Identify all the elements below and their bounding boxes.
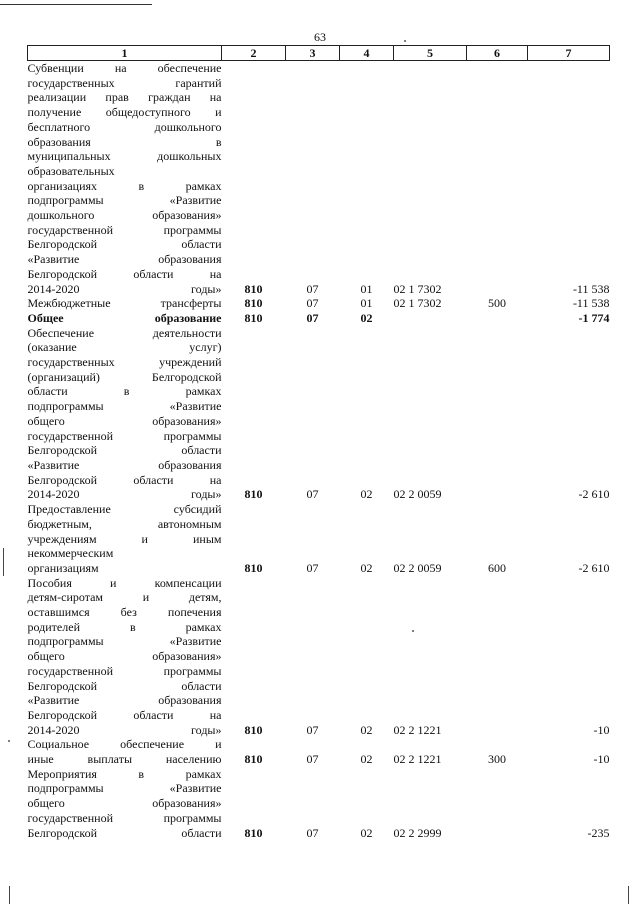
- description-line: государственной программы: [27, 428, 222, 443]
- description-line: общего образования»: [27, 649, 222, 664]
- description-line: Социальное обеспечение и: [27, 737, 222, 752]
- description-line: Белгородской области на: [27, 266, 222, 281]
- description-line: 2014-2020 годы»: [27, 487, 222, 502]
- col-header: 4: [340, 46, 394, 61]
- description-line: Белгородской области: [27, 825, 222, 840]
- amount: -11 538: [572, 281, 610, 296]
- amount: -2 610: [578, 487, 610, 502]
- description-line: государственной программы: [27, 663, 222, 678]
- section-code: 07: [306, 296, 319, 311]
- description-line: (оказание услуг): [27, 340, 222, 355]
- description-line: Обеспечение деятельности: [27, 325, 222, 340]
- description-line: некоммерческим: [27, 546, 114, 561]
- table-row: [28, 576, 610, 738]
- description-line: 2014-2020 годы»: [27, 281, 222, 296]
- description-line: Общее образование: [27, 310, 222, 325]
- target-item-code: [394, 311, 467, 326]
- description-line: государственной программы: [27, 810, 222, 825]
- top-rule: [0, 4, 152, 5]
- table-row: [28, 296, 610, 311]
- page-number: 63: [314, 30, 326, 44]
- expense-type-code: 300: [488, 752, 506, 767]
- section-code: 07: [306, 825, 319, 840]
- description-line: Предоставление субсидий: [27, 502, 222, 517]
- table-row: [28, 767, 610, 841]
- description-line: Белгородской области: [27, 443, 222, 458]
- admin-code: 810: [244, 487, 263, 502]
- description-line: Белгородской области: [27, 678, 222, 693]
- table-row: [28, 61, 610, 297]
- description-line: бесплатного дошкольного: [27, 119, 222, 134]
- row-description: [28, 61, 222, 297]
- description-line: (организаций) Белгородской: [27, 369, 222, 384]
- description-line: государственной программы: [27, 222, 222, 237]
- scan-edge-mark: [628, 886, 629, 904]
- description-line: реализации прав граждан на: [27, 90, 222, 105]
- target-item-code: 02 1 7302: [393, 281, 442, 296]
- description-line: получение общедоступного и: [27, 105, 222, 120]
- description-line: Белгородской области на: [27, 707, 222, 722]
- target-item-code: 02 2 1221: [393, 722, 442, 737]
- row-description: [28, 326, 222, 502]
- amount: -2 610: [578, 560, 610, 575]
- description-line: дошкольного образования»: [27, 208, 222, 223]
- description-line: Белгородской области на: [27, 472, 222, 487]
- scan-speck: [8, 740, 10, 742]
- subsection-code: 02: [360, 722, 373, 737]
- expense-type-code: 500: [488, 296, 506, 311]
- row-description: [28, 576, 222, 738]
- row-description: [28, 502, 222, 576]
- table-row: [28, 326, 610, 502]
- description-line: муниципальных дошкольных: [27, 149, 222, 164]
- amount: -10: [593, 722, 610, 737]
- admin-code: 810: [244, 752, 263, 767]
- description-line: государственных учреждений: [27, 355, 222, 370]
- subsection-code: 02: [360, 310, 373, 325]
- expense-type-code: [467, 576, 528, 738]
- row-description: [28, 767, 222, 841]
- admin-code: 810: [244, 722, 263, 737]
- target-item-code: 02 2 0059: [393, 487, 442, 502]
- amount: -10: [593, 752, 610, 767]
- description-line: детям-сиротам и детям,: [27, 590, 222, 605]
- col-header: 3: [286, 46, 340, 61]
- scan-edge-mark: [3, 548, 4, 576]
- description-line: «Развитие образования: [27, 252, 222, 267]
- description-line: подпрограммы «Развитие: [27, 193, 222, 208]
- description-line: родителей в рамках: [27, 619, 222, 634]
- subsection-code: 02: [360, 752, 373, 767]
- description-line: образования в: [27, 134, 222, 149]
- description-line: образовательных: [27, 163, 115, 178]
- description-line: Межбюджетные трансферты: [27, 296, 222, 311]
- section-code: 07: [306, 281, 319, 296]
- expense-type-code: [467, 326, 528, 502]
- description-line: оставшимся без попечения: [27, 605, 222, 620]
- col-header: 2: [222, 46, 286, 61]
- subsection-code: 02: [360, 487, 373, 502]
- amount: -1 774: [578, 310, 610, 325]
- admin-code: 810: [244, 825, 263, 840]
- subsection-code: 02: [360, 560, 373, 575]
- expense-type-code: 600: [488, 560, 506, 575]
- section-code: 07: [306, 722, 319, 737]
- description-line: «Развитие образования: [27, 693, 222, 708]
- admin-code: 810: [244, 281, 263, 296]
- admin-code: 810: [244, 560, 263, 575]
- expense-type-code: [467, 767, 528, 841]
- subsection-code: 01: [360, 281, 373, 296]
- description-line: Мероприятия в рамках: [27, 766, 222, 781]
- budget-table: [27, 45, 610, 840]
- description-line: общего образования»: [27, 796, 222, 811]
- expense-type-code: [467, 311, 528, 326]
- section-code: 07: [306, 487, 319, 502]
- scan-edge-mark: [9, 886, 10, 904]
- description-line: организациям: [27, 560, 99, 575]
- description-line: «Развитие образования: [27, 457, 222, 472]
- section-code: 07: [306, 752, 319, 767]
- row-description: [28, 311, 222, 326]
- col-header: 1: [28, 46, 222, 61]
- description-line: Пособия и компенсации: [27, 575, 222, 590]
- table-row: [28, 737, 610, 766]
- description-line: 2014-2020 годы»: [27, 722, 222, 737]
- description-line: подпрограммы «Развитие: [27, 781, 222, 796]
- col-header: 6: [467, 46, 528, 61]
- description-line: общего образования»: [27, 413, 222, 428]
- description-line: Субвенции на обеспечение: [27, 61, 222, 75]
- amount: -235: [587, 825, 610, 840]
- description-line: области в рамках: [27, 384, 222, 399]
- description-line: Белгородской области: [27, 237, 222, 252]
- amount: -11 538: [572, 296, 610, 311]
- admin-code: 810: [244, 296, 263, 311]
- section-code: 07: [306, 560, 319, 575]
- description-line: государственных гарантий: [27, 75, 222, 90]
- scan-speck: [404, 40, 406, 42]
- description-line: подпрограммы «Развитие: [27, 634, 222, 649]
- admin-code: 810: [244, 310, 263, 325]
- subsection-code: 02: [360, 825, 373, 840]
- target-item-code: 02 2 0059: [393, 560, 442, 575]
- section-code: 07: [306, 310, 319, 325]
- description-line: учреждениям и иным: [27, 531, 222, 546]
- target-item-code: 02 1 7302: [393, 296, 442, 311]
- header-row: [28, 46, 610, 61]
- table-row: [28, 502, 610, 576]
- description-line: подпрограммы «Развитие: [27, 399, 222, 414]
- target-item-code: 02 2 2999: [393, 825, 442, 840]
- target-item-code: 02 2 1221: [393, 752, 442, 767]
- expense-type-code: [467, 61, 528, 297]
- row-description: [28, 737, 222, 766]
- table-row: [28, 311, 610, 326]
- subsection-code: 01: [360, 296, 373, 311]
- description-line: иные выплаты населению: [27, 752, 222, 767]
- col-header: 7: [528, 46, 610, 61]
- row-description: [28, 296, 222, 311]
- col-header: 5: [394, 46, 467, 61]
- description-line: бюджетным, автономным: [27, 516, 222, 531]
- description-line: организациях в рамках: [27, 178, 222, 193]
